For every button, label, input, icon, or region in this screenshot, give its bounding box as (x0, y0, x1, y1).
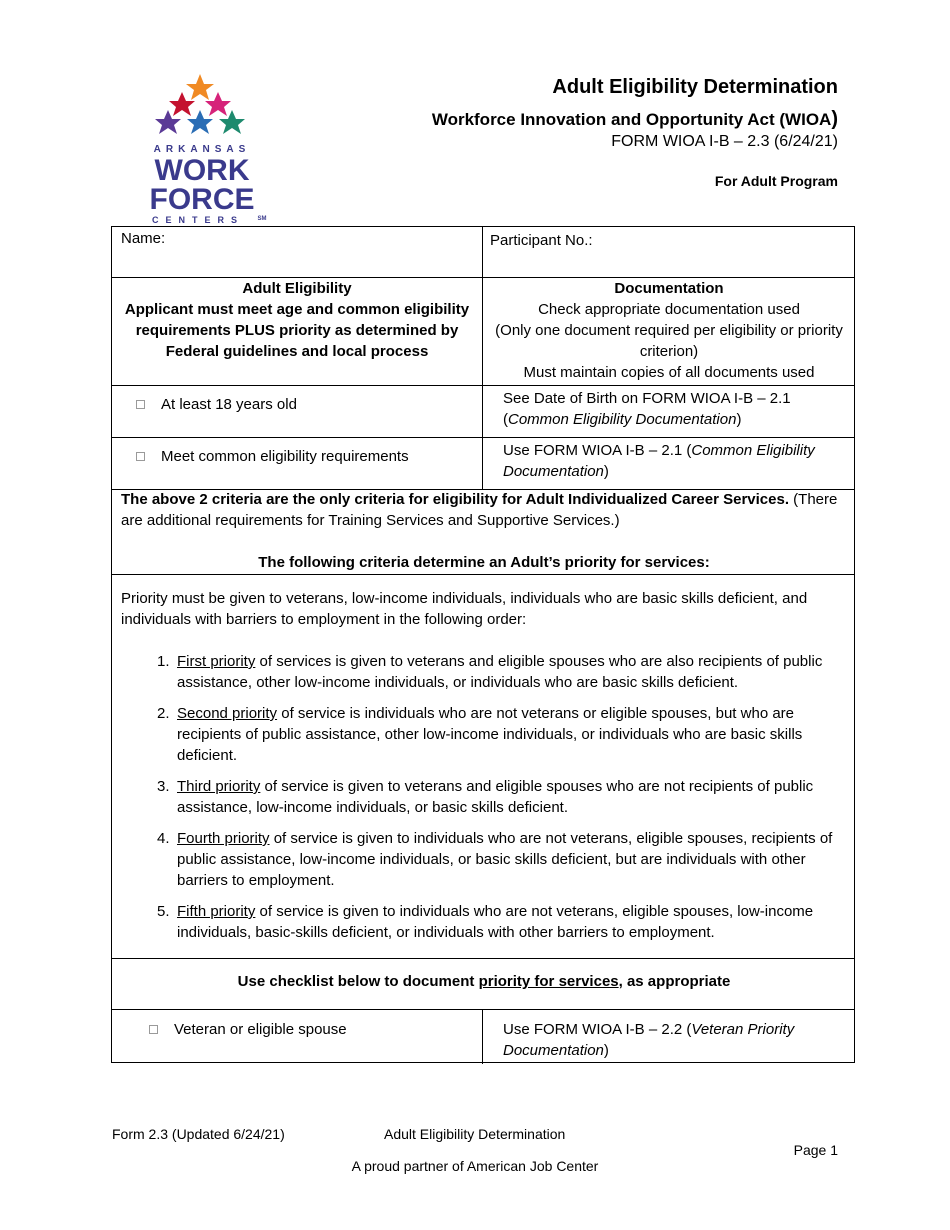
veteran-doc-italic: Veteran Priority Documentation (503, 1021, 795, 1059)
priority-number: 5. (157, 903, 170, 920)
criterion-age (136, 394, 297, 415)
divider (112, 385, 854, 386)
program-label: For Adult Program (714, 173, 838, 189)
divider (112, 958, 854, 959)
criteria-note-bold: The above 2 criteria are the only criteria for eligibility for Adult Individualized Career Services. (121, 491, 789, 508)
page-title: Adult Eligibility Determination (552, 76, 838, 98)
checklist-heading-pre: Use checklist below to document (237, 973, 479, 990)
arkansas-workforce-centers-logo (140, 70, 270, 225)
divider (112, 1009, 854, 1010)
criterion-age-documentation (503, 388, 843, 430)
divider (112, 437, 854, 438)
criterion-age-doc-text: See Date of Birth on FORM WIOA I-B – 2.1 ( (503, 390, 791, 428)
priority-number: 3. (157, 778, 170, 795)
priority-text: of service is given to individuals who are not veterans, eligible spouses, recipients of public assistance, low-income individuals, or basic skills deficient, but are individuals with other barriers to employment. (177, 830, 833, 889)
priority-text: of service is given to individuals who are not veterans, eligible spouses, low-income individuals, basic-skills deficient, or individuals with other barriers to employment. (177, 903, 814, 941)
column-divider (482, 1009, 483, 1064)
priority-list (121, 651, 849, 943)
criterion-common-label: Meet common eligibility requirements (161, 448, 409, 465)
veteran-checkbox[interactable] (149, 1025, 158, 1034)
name-field-label[interactable]: Name: (121, 230, 166, 247)
priority-item (121, 828, 849, 891)
priority-number: 2. (157, 705, 170, 722)
page-subtitle (432, 108, 838, 131)
adult-eligibility-body: Applicant must meet age and common eligibility requirements PLUS priority as determined by Federal guidelines and local process (124, 301, 470, 360)
priority-text: of services is given to veterans and eligible spouses who are also recipients of public assistance, other low-income individuals, or individuals who are basic skills deficient. (177, 653, 823, 691)
veteran-doc-text: Use FORM WIOA I-B – 2.2 ( (503, 1021, 692, 1038)
column-divider (482, 227, 483, 489)
priority-term: Second priority (177, 705, 278, 722)
subtitle-paren: ) (831, 108, 838, 130)
criteria-note (121, 489, 847, 531)
priority-term: Third priority (177, 778, 261, 795)
star-people-icon (155, 74, 245, 134)
priority-item (121, 703, 849, 766)
criterion-age-doc-italic: Common Eligibility Documentation (508, 411, 737, 428)
adult-eligibility-title: Adult Eligibility (242, 280, 352, 297)
priority-heading: The following criteria determine an Adult’s priority for services: (258, 554, 710, 571)
criteria-note-plain: (There are additional requirements for Training Services and Supportive Services.) (121, 491, 838, 529)
documentation-line-1: Check appropriate documentation used (538, 301, 800, 318)
subtitle-text: Workforce Innovation and Opportunity Act (WIOA (431, 110, 832, 129)
criterion-common-doc-end: ) (603, 463, 609, 480)
criterion-age-label: At least 18 years old (161, 396, 297, 413)
priority-list-container (121, 651, 849, 953)
form-number: FORM WIOA I-B – 2.3 (6/24/21) (611, 133, 838, 150)
checklist-heading-link: priority for services (478, 973, 619, 990)
documentation-title: Documentation (614, 280, 724, 297)
logo-line-work: WORK (154, 154, 250, 187)
priority-number: 4. (157, 830, 170, 847)
priority-text: of service is individuals who are not veterans or eligible spouses, but who are recipients of public assistance, other low-income individuals, or individuals who are basic skills deficient. (177, 705, 803, 764)
criterion-veteran (149, 1019, 347, 1040)
divider (112, 574, 854, 575)
criterion-common (136, 446, 409, 467)
criterion-common-doc-italic: Common Eligibility Documentation (503, 442, 815, 480)
common-eligibility-checkbox[interactable] (136, 452, 145, 461)
criterion-common-documentation (503, 440, 843, 482)
logo-service-mark: SM (257, 216, 267, 222)
logo-line-centers: CENTERS (151, 215, 245, 225)
logo-line-force: FORCE (149, 183, 255, 216)
participant-number-field-label[interactable]: Participant No.: (490, 232, 593, 249)
checklist-heading-post: , as appropriate (618, 973, 731, 990)
criterion-common-doc-text: Use FORM WIOA I-B – 2.1 ( (503, 442, 692, 459)
priority-item (121, 651, 849, 693)
adult-eligibility-header (118, 278, 476, 362)
veteran-doc-end: ) (603, 1042, 609, 1059)
footer-page-number: Page 1 (793, 1142, 838, 1158)
documentation-line-3: Must maintain copies of all documents used (523, 364, 815, 381)
priority-number: 1. (157, 653, 170, 670)
footer-form-updated: Form 2.3 (Updated 6/24/21) (112, 1126, 285, 1142)
priority-term: First priority (177, 653, 256, 670)
checklist-heading (112, 971, 856, 992)
age-checkbox[interactable] (136, 400, 145, 409)
criterion-veteran-documentation (503, 1019, 843, 1061)
footer-partner: A proud partner of American Job Center (351, 1158, 599, 1174)
criterion-age-doc-end: ) (736, 411, 742, 428)
priority-term: Fifth priority (177, 903, 256, 920)
priority-item (121, 901, 849, 943)
logo-line-arkansas: ARKANSAS (153, 144, 251, 155)
priority-item (121, 776, 849, 818)
documentation-line-2: (Only one document required per eligibility or priority criterion) (495, 322, 843, 360)
priority-intro: Priority must be given to veterans, low-income individuals, individuals who are basic skills deficient, and individuals with barriers to employment in the following order: (121, 590, 808, 628)
criterion-veteran-label: Veteran or eligible spouse (174, 1021, 347, 1038)
documentation-header (488, 278, 850, 383)
priority-text: of service is given to veterans and eligible spouses who are not recipients of public assistance, low-income individuals, or basic skills deficient. (177, 778, 814, 816)
eligibility-form (111, 226, 855, 1063)
priority-term: Fourth priority (177, 830, 270, 847)
footer-doc-title: Adult Eligibility Determination (384, 1126, 566, 1142)
